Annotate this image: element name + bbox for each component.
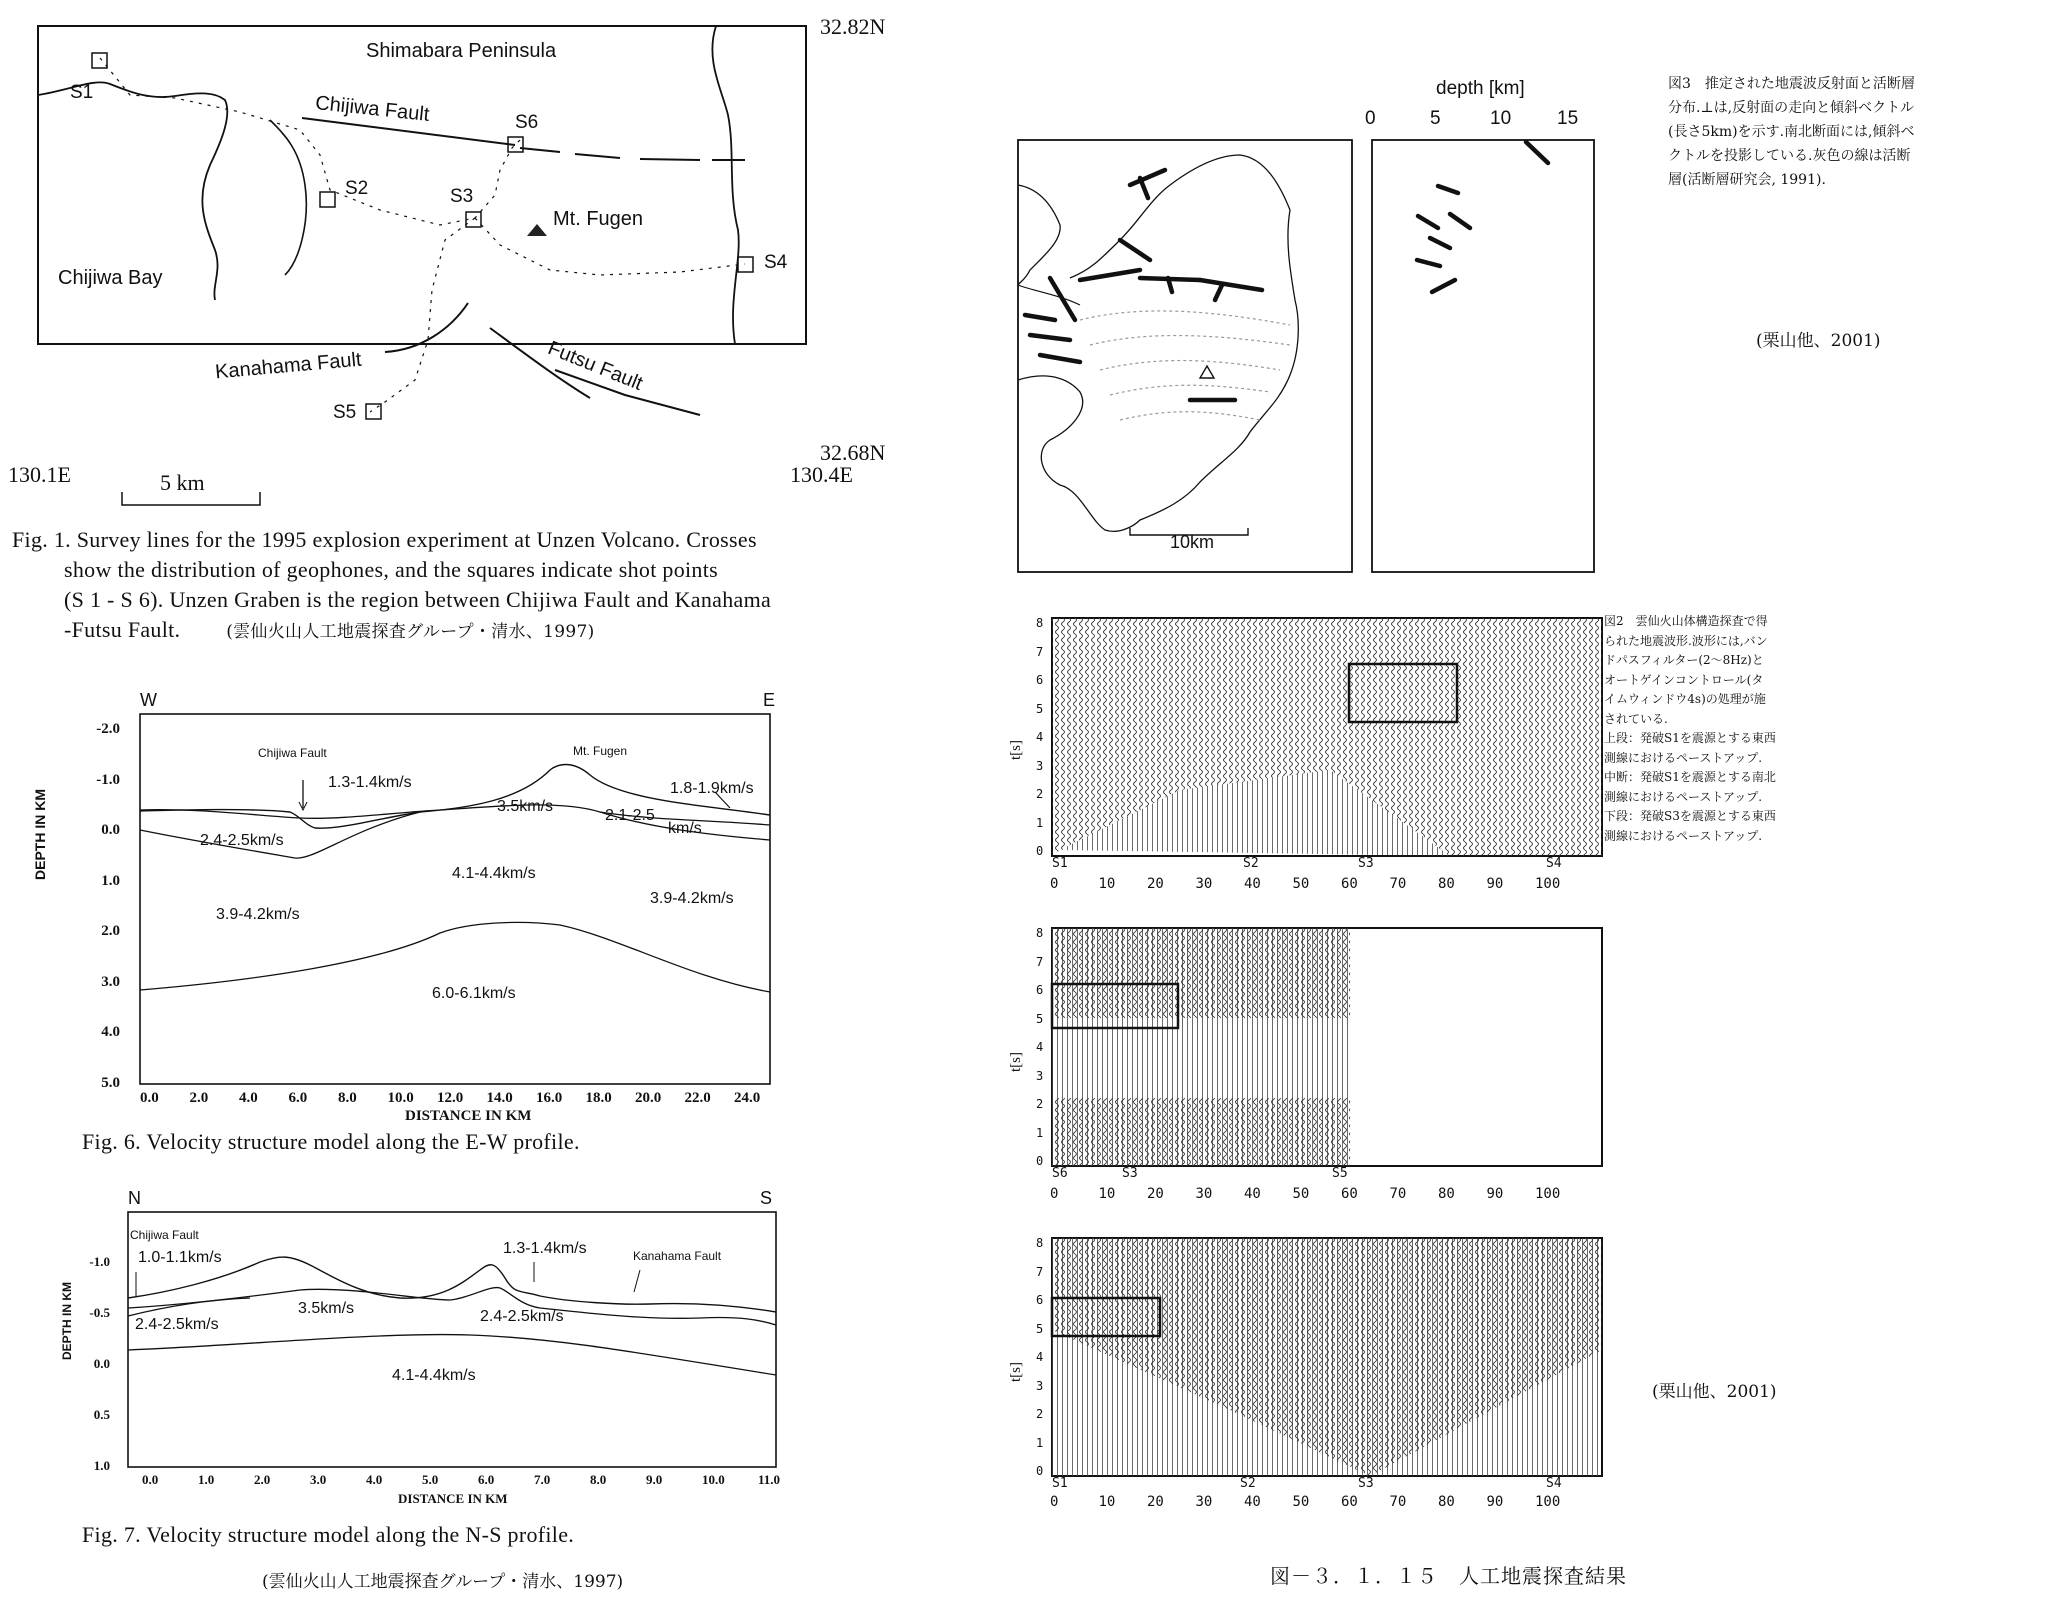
fig7-v1: 1.0-1.1km/s [138, 1249, 222, 1266]
fig2-xtick: 0 [1050, 1186, 1059, 1202]
fig2-xticks-bottom [1050, 1494, 1571, 1510]
fig6-xtick: 22.0 [684, 1090, 711, 1106]
fig2-note-line: 下段：発破S3を震源とする東西 [1604, 809, 1776, 823]
fig2-ytick: 1 [1036, 1435, 1044, 1450]
fig7-xtick: 5.0 [422, 1472, 439, 1487]
fig2-xtick: 60 [1341, 1186, 1358, 1202]
fig2-shot-mid-s6: S6 [1052, 1166, 1068, 1181]
fig6-xtick: 6.0 [288, 1090, 308, 1106]
fig6-v6: 4.1-4.4km/s [452, 865, 536, 882]
fig6-v8: 3.9-4.2km/s [650, 890, 734, 907]
fig2-shot-mid-s5: S5 [1332, 1166, 1348, 1181]
fig2-note-line: 図2 雲仙火山体構造探査で得 [1604, 614, 1768, 628]
fig2-panel-middle [1030, 920, 1590, 1170]
fig6-ytick: 2.0 [101, 923, 120, 939]
fig2-xticks-middle [1050, 1186, 1571, 1202]
fig2-shot-bot-s3: S3 [1358, 1476, 1374, 1491]
fig2-xtick: 100 [1535, 1186, 1561, 1202]
fig6-v3: 1.8-1.9km/s [670, 780, 754, 797]
fig2-xtick: 10 [1098, 1186, 1116, 1202]
fig7-xticks [142, 1472, 798, 1488]
fig2-ylabel-bottom: t[s] [1008, 1362, 1024, 1382]
fig6-xtick: 8.0 [338, 1090, 357, 1106]
fig2-panel-bottom [1030, 1230, 1590, 1490]
fig7-xtick: 6.0 [478, 1472, 495, 1487]
fig7-xtick: 11.0 [758, 1472, 781, 1487]
fig2-xtick: 30 [1195, 1494, 1213, 1510]
fig7-v4: 3.5km/s [298, 1300, 355, 1317]
fig1-label-chijiwa-fault: Chijiwa Fault [314, 92, 431, 126]
fig6-v7: 3.9-4.2km/s [216, 906, 300, 923]
fig2-shot-top-s4: S4 [1546, 856, 1562, 871]
fig1-label-s3: S3 [450, 186, 474, 207]
fig3-source: (栗山他、2001) [1756, 331, 1881, 351]
fig2-xtick: 60 [1341, 876, 1358, 892]
fig7-ylabel: DEPTH IN KM [60, 1282, 74, 1360]
fig2-shot-mid-s3: S3 [1122, 1166, 1138, 1181]
fig2-shot-bot-s1: S1 [1052, 1476, 1068, 1491]
fig7-xtick: 7.0 [534, 1472, 551, 1487]
fig2-ytick: 5 [1036, 1011, 1044, 1026]
fig3-note-line: クトルを投影している.灰色の線は活断 [1668, 148, 1911, 164]
fig6-v4: 2.1-2.5 [605, 807, 655, 824]
fig2-note-line: 中断：発破S1を震源とする南北 [1604, 770, 1776, 784]
fig1-source: (雲仙火山人工地震探査グループ・清水、1997) [226, 622, 595, 642]
fig2-ytick: 7 [1036, 644, 1044, 659]
fig2-ytick: 6 [1036, 673, 1044, 687]
fig2-ytick: 0 [1036, 1464, 1044, 1478]
fig7-xtick: 1.0 [198, 1472, 215, 1487]
fig6-xtick: 20.0 [635, 1090, 662, 1106]
fig2-ytick: 2 [1036, 787, 1044, 801]
fig6-yticks [82, 704, 120, 1108]
fig1-label-mt-fugen: Mt. Fugen [553, 208, 644, 230]
fig2-ytick: 8 [1036, 616, 1044, 630]
fig1-label-s2: S2 [345, 178, 369, 199]
fig6-v5: 2.4-2.5km/s [200, 832, 284, 849]
fig2-xtick: 70 [1389, 1186, 1407, 1202]
fig6-ytick: -1.0 [96, 771, 120, 788]
fig2-xtick: 90 [1486, 876, 1504, 892]
fig2-ytick: 8 [1036, 1236, 1044, 1250]
fig2-ytick: 5 [1036, 701, 1044, 716]
fig1-caption [12, 525, 902, 646]
fig1-lon-right: 130.4E [790, 462, 853, 487]
fig2-note-line: イムウィンドウ4s)の処理が施 [1604, 692, 1766, 706]
fig7-ytick: 0.0 [93, 1356, 110, 1371]
fig6-ytick: 1.0 [101, 872, 120, 889]
fig7-xtick: 0.0 [142, 1472, 159, 1487]
fig2-note-line: られた地震波形.波形には,バン [1604, 633, 1768, 648]
fig6-east: E [763, 690, 776, 710]
fig7-xtick: 9.0 [646, 1472, 663, 1487]
fig2-ytick: 3 [1036, 1068, 1044, 1083]
fig3-note-line: 層(活断層研究会, 1991). [1668, 172, 1826, 188]
fig2-note-line: 測線におけるペーストアップ. [1604, 789, 1763, 804]
fig2-xtick: 100 [1535, 876, 1561, 892]
fig7-ytick: 1.0 [93, 1458, 110, 1473]
fig1-label-bay: Chijiwa Bay [58, 267, 163, 289]
fig7-v2: 1.3-1.4km/s [503, 1240, 587, 1257]
fig6-xtick: 0.0 [140, 1090, 159, 1106]
fig6-label-chijiwa-fault: Chijiwa Fault [258, 746, 327, 760]
fig1-label-peninsula: Shimabara Peninsula [366, 40, 557, 62]
fig6-ytick: 3.0 [101, 973, 120, 990]
fig1-caption-line2: show the distribution of geophones, and the squares indicate shot points [64, 557, 719, 582]
fig7-xtick: 3.0 [310, 1472, 327, 1487]
fig3-reflector-map [990, 130, 1890, 590]
fig6-ytick: 5.0 [101, 1074, 120, 1091]
fig2-xtick: 0 [1050, 1494, 1059, 1510]
fig6-xtick: 14.0 [486, 1090, 513, 1106]
fig1-caption-line3: (S 1 - S 6). Unzen Graben is the region between Chijiwa Fault and Kanahama [64, 587, 772, 612]
page-title: 図－３．１．１５ 人工地震探査結果 [1270, 1564, 1627, 1588]
fig2-ytick: 1 [1036, 815, 1044, 830]
fig6-caption: Fig. 6. Velocity structure model along the E-W profile. [82, 1129, 580, 1154]
fig7-source: (雲仙火山人工地震探査グループ・清水、1997) [262, 1572, 624, 1592]
fig6-xtick: 4.0 [239, 1090, 258, 1106]
fig1-lon-left: 130.1E [8, 462, 71, 487]
fig3-depth-tick-15: 15 [1557, 108, 1579, 129]
fig2-note-line: 測線におけるペーストアップ. [1604, 828, 1763, 843]
fig2-xtick: 10 [1098, 876, 1116, 892]
fig3-note-line: (長さ5km)を示す.南北断面には,傾斜ベ [1668, 124, 1915, 140]
fig7-caption: Fig. 7. Velocity structure model along the N-S profile. [82, 1522, 575, 1547]
fig7-ytick: -1.0 [89, 1254, 110, 1269]
fig2-ytick: 3 [1036, 758, 1044, 773]
fig1-label-kanahama-fault: Kanahama Fault [214, 348, 363, 384]
fig7-xtick: 10.0 [702, 1472, 725, 1487]
fig2-note-line: 上段：発破S1を震源とする東西 [1604, 731, 1776, 745]
fig6-v2: 3.5km/s [497, 798, 554, 815]
fig6-xtick: 18.0 [585, 1090, 612, 1106]
fig2-yticks-bottom [1036, 1229, 1043, 1486]
fig7-v6: 4.1-4.4km/s [392, 1367, 476, 1384]
fig2-note-line: されている. [1604, 711, 1668, 726]
fig2-shot-bot-s2: S2 [1240, 1476, 1256, 1491]
fig6-ylabel: DEPTH IN KM [32, 789, 48, 880]
fig2-xtick: 10 [1098, 1494, 1116, 1510]
fig2-ytick: 4 [1036, 1350, 1044, 1364]
fig2-ytick: 2 [1036, 1097, 1044, 1111]
fig2-xtick: 0 [1050, 876, 1059, 892]
fig6-plot [0, 700, 900, 1120]
fig6-xtick: 12.0 [437, 1090, 464, 1106]
fig2-note-line: ドパスフィルター(2～8Hz)と [1604, 653, 1764, 667]
fig2-xtick: 50 [1292, 1186, 1310, 1202]
fig2-xtick: 90 [1486, 1494, 1504, 1510]
fig2-xtick: 60 [1341, 1494, 1358, 1510]
fig2-ytick: 5 [1036, 1321, 1044, 1336]
fig6-v4b: km/s [668, 820, 702, 837]
fig1-caption-line1: Fig. 1. Survey lines for the 1995 explosion experiment at Unzen Volcano. Crosses [12, 527, 757, 552]
fig2-xtick: 100 [1535, 1494, 1561, 1510]
fig2-xtick: 20 [1147, 1186, 1164, 1202]
fig7-yticks [70, 1236, 110, 1491]
fig1-label-s5: S5 [333, 402, 357, 423]
fig2-shot-top-s3: S3 [1358, 856, 1374, 871]
fig2-ytick: 4 [1036, 730, 1044, 744]
fig2-yticks-top [1036, 609, 1043, 866]
fig2-ytick: 7 [1036, 1264, 1044, 1279]
fig3-note-line: 図3 推定された地震波反射面と活断層 [1668, 76, 1915, 92]
fig2-ytick: 0 [1036, 844, 1044, 858]
fig6-ytick: 4.0 [101, 1024, 120, 1040]
fig2-xtick: 80 [1438, 1186, 1455, 1202]
fig3-note [1668, 72, 2063, 192]
fig2-ytick: 6 [1036, 1293, 1044, 1307]
fig2-shot-bot-s4: S4 [1546, 1476, 1562, 1491]
fig6-xtick: 16.0 [536, 1090, 563, 1106]
fig7-xtick: 2.0 [254, 1472, 271, 1487]
fig7-xtick: 4.0 [366, 1472, 383, 1487]
fig7-label-chijiwa-fault: Chijiwa Fault [130, 1228, 199, 1242]
fig2-xtick: 80 [1438, 1494, 1455, 1510]
fig2-ylabel-top: t[s] [1008, 740, 1024, 760]
fig2-ytick: 1 [1036, 1125, 1044, 1140]
fig2-ytick: 3 [1036, 1378, 1044, 1393]
fig7-v3: 2.4-2.5km/s [135, 1316, 219, 1333]
fig2-xtick: 30 [1195, 876, 1213, 892]
fig7-south: S [760, 1188, 773, 1208]
fig6-west: W [140, 690, 157, 710]
fig6-ytick: 0.0 [101, 822, 120, 838]
fig2-ytick: 6 [1036, 983, 1044, 997]
fig2-xtick: 50 [1292, 876, 1310, 892]
fig2-ylabel-middle: t[s] [1008, 1052, 1024, 1072]
fig6-xtick: 24.0 [734, 1090, 761, 1106]
fig2-xticks-top [1050, 876, 1571, 892]
fig7-xlabel: DISTANCE IN KM [398, 1491, 508, 1506]
fig7-v5: 2.4-2.5km/s [480, 1308, 564, 1325]
fig2-xtick: 90 [1486, 1186, 1504, 1202]
fig2-xtick: 30 [1195, 1186, 1213, 1202]
fig2-ytick: 8 [1036, 926, 1044, 940]
fig1-lat-bottom: 32.68N [820, 440, 886, 465]
fig1-lat-top: 32.82N [820, 14, 886, 39]
fig2-shot-top-s2: S2 [1243, 856, 1259, 871]
fig2-xtick: 40 [1244, 876, 1261, 892]
fig2-note-line: オートゲインコントロール(タ [1604, 672, 1764, 687]
fig3-depth-label: depth [km] [1436, 78, 1525, 99]
fig7-ytick: -0.5 [89, 1305, 110, 1320]
fig2-ytick: 4 [1036, 1040, 1044, 1054]
fig2-note-line: 測線におけるペーストアップ. [1604, 750, 1763, 765]
fig6-xlabel: DISTANCE IN KM [405, 1108, 532, 1124]
fig1-scalebar-label: 5 km [160, 470, 205, 495]
fig1-caption-line4: -Futsu Fault. [64, 617, 181, 642]
fig6-label-mt-fugen: Mt. Fugen [573, 744, 628, 758]
fig6-v1: 1.3-1.4km/s [328, 774, 412, 791]
fig7-ytick: 0.5 [93, 1407, 110, 1422]
fig2-source: (栗山他、2001) [1652, 1382, 1777, 1402]
fig2-xtick: 20 [1147, 876, 1164, 892]
fig6-xtick: 2.0 [189, 1090, 209, 1106]
fig6-ytick: -2.0 [96, 721, 120, 737]
fig2-ytick: 2 [1036, 1407, 1044, 1421]
fig3-note-line: 分布.⊥は,反射面の走向と傾斜ベクトル [1668, 100, 1915, 116]
fig2-xtick: 70 [1389, 1494, 1407, 1510]
fig7-xtick: 8.0 [590, 1472, 607, 1487]
fig1-label-futsu-fault: Futsu Fault [544, 337, 646, 395]
fig2-note [1604, 612, 1824, 846]
fig6-v9: 6.0-6.1km/s [432, 985, 516, 1002]
fig2-xtick: 20 [1147, 1494, 1164, 1510]
fig2-xtick: 50 [1292, 1494, 1310, 1510]
fig2-xtick: 40 [1244, 1186, 1261, 1202]
fig2-panel-top [1030, 610, 1590, 860]
fig2-xtick: 70 [1389, 876, 1407, 892]
fig3-scalebar-label: 10km [1170, 532, 1215, 552]
fig7-north: N [128, 1188, 141, 1208]
fig1-label-s1: S1 [70, 82, 94, 103]
fig2-shot-top-s1: S1 [1052, 856, 1068, 871]
fig2-yticks-middle [1036, 919, 1043, 1176]
fig3-depth-tick-5: 5 [1430, 108, 1441, 129]
fig3-depth-tick-10: 10 [1490, 108, 1512, 129]
fig1-label-s4: S4 [764, 252, 788, 273]
fig6-xticks [140, 1090, 774, 1107]
fig3-depth-tick-0: 0 [1365, 108, 1376, 129]
fig6-xtick: 10.0 [387, 1090, 414, 1106]
fig1-label-s6: S6 [515, 112, 539, 133]
fig2-ytick: 7 [1036, 954, 1044, 969]
fig2-ytick: 0 [1036, 1154, 1044, 1168]
fig7-label-kanahama-fault: Kanahama Fault [633, 1249, 722, 1263]
fig2-xtick: 80 [1438, 876, 1455, 892]
fig2-xtick: 40 [1244, 1494, 1261, 1510]
fig1-survey-map [0, 0, 1000, 500]
